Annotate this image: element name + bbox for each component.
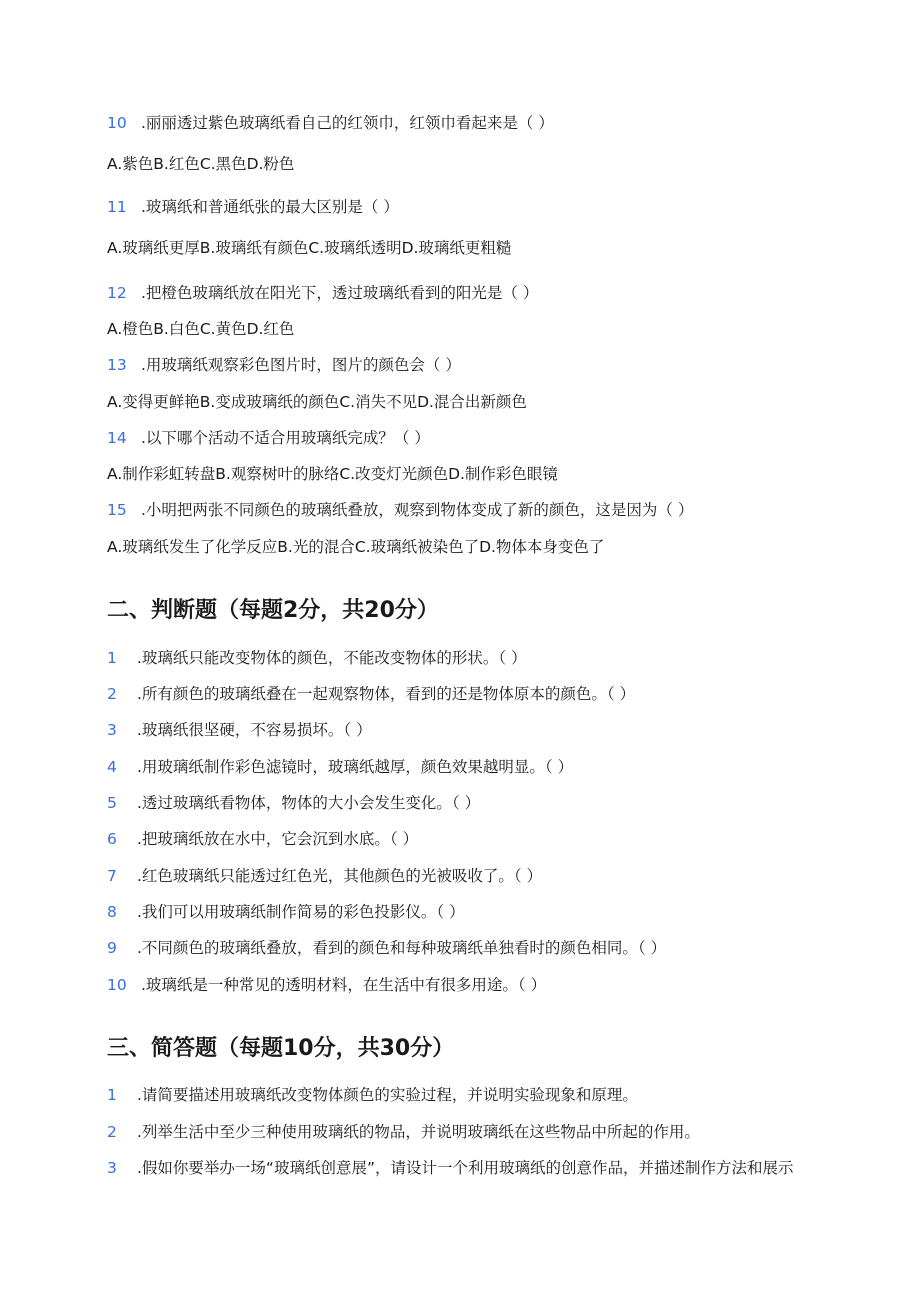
question-12 bbox=[107, 283, 538, 303]
item-number: 3 bbox=[107, 1159, 117, 1177]
question-number: 13 bbox=[107, 356, 127, 374]
section-heading-short-answer: 三、简答题（每题10分，共30分） bbox=[107, 1036, 455, 1061]
judgment-item-7 bbox=[107, 866, 542, 886]
question-text: .丽丽透过紫色玻璃纸看自己的红领巾，红领巾看起来是（ ） bbox=[141, 114, 554, 132]
question-number: 15 bbox=[107, 501, 127, 519]
item-text: .玻璃纸很坚硬，不容易损坏。（ ） bbox=[137, 721, 372, 739]
question-13 bbox=[107, 355, 461, 375]
item-text: .所有颜色的玻璃纸叠在一起观察物体，看到的还是物体原本的颜色。（ ） bbox=[137, 685, 636, 703]
item-text: .假如你要举办一场“玻璃纸创意展”，请设计一个利用玻璃纸的创意作品，并描述制作方法和展示 bbox=[137, 1159, 794, 1177]
item-text: .玻璃纸只能改变物体的颜色，不能改变物体的形状。（ ） bbox=[137, 649, 527, 667]
item-number: 2 bbox=[107, 685, 117, 703]
question-11 bbox=[107, 197, 399, 217]
judgment-item-3 bbox=[107, 720, 372, 740]
item-number: 4 bbox=[107, 758, 117, 776]
question-text: .把橙色玻璃纸放在阳光下，透过玻璃纸看到的阳光是（ ） bbox=[141, 284, 539, 302]
question-number: 11 bbox=[107, 198, 127, 216]
question-10 bbox=[107, 113, 554, 133]
judgment-item-6 bbox=[107, 829, 418, 849]
short-answer-item-1 bbox=[107, 1085, 638, 1105]
item-number: 7 bbox=[107, 867, 117, 885]
item-number: 10 bbox=[107, 976, 127, 994]
item-text: .请简要描述用玻璃纸改变物体颜色的实验过程，并说明实验现象和原理。 bbox=[137, 1086, 638, 1104]
short-answer-item-3 bbox=[107, 1158, 794, 1178]
question-14-options: A.制作彩虹转盘B.观察树叶的脉络C.改变灯光颜色D.制作彩色眼镜 bbox=[107, 465, 558, 483]
question-number: 14 bbox=[107, 429, 127, 447]
item-text: .我们可以用玻璃纸制作简易的彩色投影仪。（ ） bbox=[137, 903, 465, 921]
item-text: .不同颜色的玻璃纸叠放，看到的颜色和每种玻璃纸单独看时的颜色相同。（ ） bbox=[137, 939, 667, 957]
short-answer-item-2 bbox=[107, 1122, 700, 1142]
item-number: 1 bbox=[107, 1086, 117, 1104]
judgment-item-4 bbox=[107, 757, 573, 777]
judgment-item-10 bbox=[107, 975, 546, 995]
item-number: 5 bbox=[107, 794, 117, 812]
question-15-options: A.玻璃纸发生了化学反应B.光的混合C.玻璃纸被染色了D.物体本身变色了 bbox=[107, 538, 605, 556]
item-text: .列举生活中至少三种使用玻璃纸的物品，并说明玻璃纸在这些物品中所起的作用。 bbox=[137, 1123, 700, 1141]
item-text: .用玻璃纸制作彩色滤镜时，玻璃纸越厚，颜色效果越明显。（ ） bbox=[137, 758, 574, 776]
item-number: 3 bbox=[107, 721, 117, 739]
question-10-options: A.紫色B.红色C.黑色D.粉色 bbox=[107, 155, 295, 173]
item-number: 1 bbox=[107, 649, 117, 667]
question-text: .小明把两张不同颜色的玻璃纸叠放，观察到物体变成了新的颜色，这是因为（ ） bbox=[141, 501, 694, 519]
question-11-options: A.玻璃纸更厚B.玻璃纸有颜色C.玻璃纸透明D.玻璃纸更粗糙 bbox=[107, 239, 512, 257]
question-text: .用玻璃纸观察彩色图片时，图片的颜色会（ ） bbox=[141, 356, 461, 374]
question-number: 12 bbox=[107, 284, 127, 302]
question-text: .以下哪个活动不适合用玻璃纸完成？（ ） bbox=[141, 429, 430, 447]
item-number: 6 bbox=[107, 830, 117, 848]
item-text: .把玻璃纸放在水中，它会沉到水底。（ ） bbox=[137, 830, 419, 848]
question-text: .玻璃纸和普通纸张的最大区别是（ ） bbox=[141, 198, 399, 216]
judgment-item-1 bbox=[107, 648, 527, 668]
judgment-item-8 bbox=[107, 902, 465, 922]
question-15 bbox=[107, 500, 693, 520]
question-14 bbox=[107, 428, 430, 448]
judgment-item-5 bbox=[107, 793, 480, 813]
item-text: .玻璃纸是一种常见的透明材料，在生活中有很多用途。（ ） bbox=[141, 976, 547, 994]
item-text: .透过玻璃纸看物体，物体的大小会发生变化。（ ） bbox=[137, 794, 481, 812]
judgment-item-2 bbox=[107, 684, 635, 704]
judgment-item-9 bbox=[107, 938, 666, 958]
question-12-options: A.橙色B.白色C.黄色D.红色 bbox=[107, 320, 295, 338]
question-13-options: A.变得更鲜艳B.变成玻璃纸的颜色C.消失不见D.混合出新颜色 bbox=[107, 393, 527, 411]
item-number: 2 bbox=[107, 1123, 117, 1141]
question-number: 10 bbox=[107, 114, 127, 132]
item-number: 8 bbox=[107, 903, 117, 921]
item-number: 9 bbox=[107, 939, 117, 957]
section-heading-judgment: 二、判断题（每题2分，共20分） bbox=[107, 598, 439, 623]
item-text: .红色玻璃纸只能透过红色光，其他颜色的光被吸收了。（ ） bbox=[137, 867, 543, 885]
